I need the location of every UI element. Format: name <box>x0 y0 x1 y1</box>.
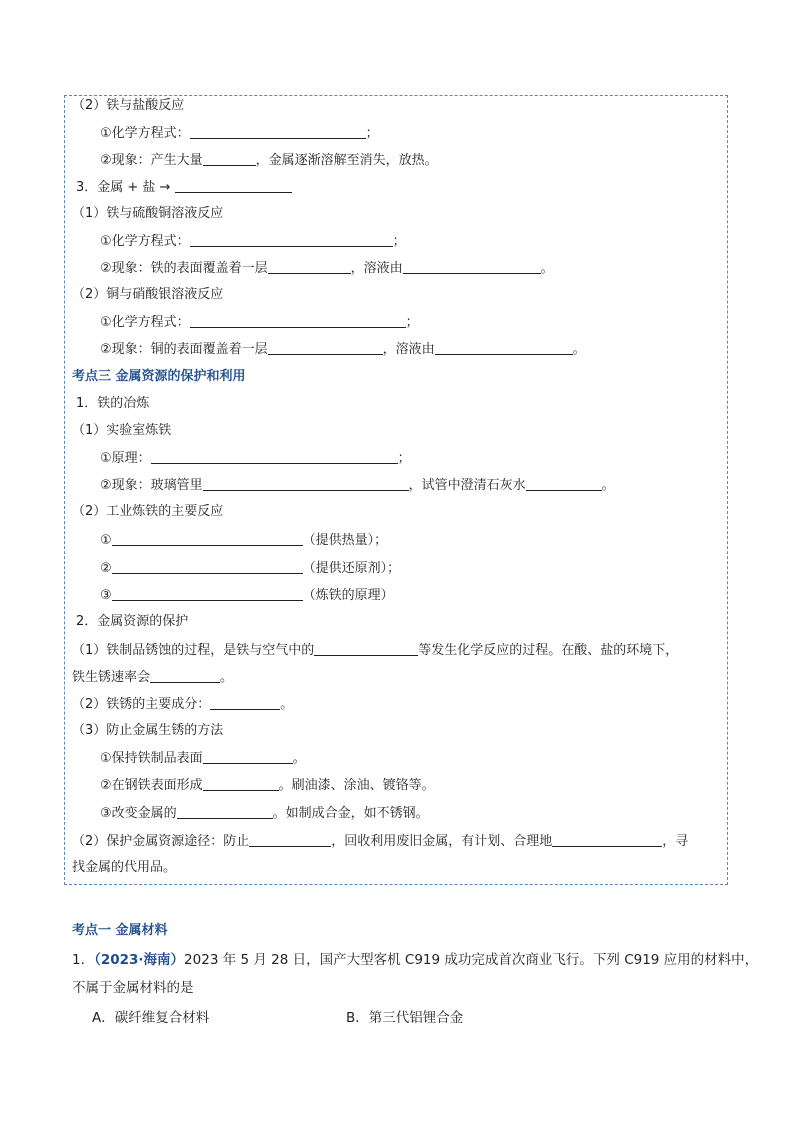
line-phenomenon-1 <box>100 151 438 170</box>
text: ，寻 <box>662 834 689 849</box>
line-reaction-3 <box>100 586 394 605</box>
section-title-3 <box>72 368 246 386</box>
blank[interactable] <box>268 340 383 355</box>
text: （2）工业炼铁的主要反应 <box>72 504 224 519</box>
text: 1．铁的冶炼 <box>76 396 150 411</box>
line-iron-cuso4 <box>72 205 223 223</box>
line-prevention <box>72 722 223 740</box>
line-resource-protection <box>72 832 688 851</box>
section-title-1 <box>72 922 168 940</box>
line-method-2 <box>100 776 435 795</box>
text: 考点三 金属资源的保护和利用 <box>72 369 246 384</box>
text: ③ <box>100 588 112 603</box>
text: ； <box>405 315 419 330</box>
text: （提供还原剂）； <box>302 561 401 576</box>
line-reaction-2 <box>100 559 400 578</box>
question-text: 2023 年 5 月 28 日，国产大型客机 C919 成功完成首次商业飞行。下列 C919 应用的材料中， <box>184 952 759 968</box>
line-method-3 <box>100 804 429 823</box>
text: ； <box>397 451 411 466</box>
blank[interactable] <box>190 124 366 139</box>
text: ①化学方程式： <box>100 315 190 330</box>
line-protection <box>76 613 188 631</box>
blank[interactable] <box>249 832 331 847</box>
text: 铁生锈速率会 <box>72 670 151 685</box>
blank[interactable] <box>112 586 303 601</box>
text: ②现象：玻璃管里 <box>100 478 203 493</box>
text: ②现象：产生大量 <box>100 153 203 168</box>
blank[interactable] <box>526 476 602 491</box>
text: ； <box>365 126 379 141</box>
text: ③改变金属的 <box>100 806 177 821</box>
text: ①保持铁制品表面 <box>100 751 203 766</box>
text: （3）防止金属生锈的方法 <box>72 723 224 738</box>
option-b[interactable] <box>346 1009 463 1027</box>
question-text: 不属于金属材料的是 <box>72 980 194 996</box>
text: ，溶液由 <box>382 342 435 357</box>
line-rusting <box>72 641 678 660</box>
line-rust-rate <box>72 668 233 687</box>
text: 等发生化学反应的过程。在酸、盐的环境下， <box>418 643 679 658</box>
text: 2．金属资源的保护 <box>76 614 189 629</box>
blank[interactable] <box>268 259 351 274</box>
text: ①化学方程式： <box>100 234 190 249</box>
text: （2）铁与盐酸反应 <box>72 98 185 113</box>
blank[interactable] <box>190 313 406 328</box>
line-equation-2 <box>100 232 406 251</box>
blank[interactable] <box>175 178 292 193</box>
text: ① <box>100 533 112 548</box>
line-equation-1 <box>100 124 379 143</box>
text: ①原理： <box>100 451 151 466</box>
question-source: （2023·海南） <box>94 952 185 968</box>
blank[interactable] <box>150 668 220 683</box>
line-iron-hcl <box>72 97 184 115</box>
text: ，回收利用废旧金属，有计划、合理地 <box>331 834 553 849</box>
line-iron-smelting <box>76 395 149 413</box>
blank[interactable] <box>435 340 573 355</box>
line-phenomenon-2 <box>100 259 554 278</box>
question-line-1 <box>72 951 758 969</box>
text: 。如制成合金，如不锈钢。 <box>272 806 429 821</box>
text: 。 <box>601 478 615 493</box>
text: 。 <box>292 751 306 766</box>
text: 。 <box>572 342 586 357</box>
blank[interactable] <box>552 832 662 847</box>
line-industrial <box>72 503 223 521</box>
text: （2）铁锈的主要成分： <box>72 697 211 712</box>
text: （提供热量）； <box>302 533 388 548</box>
blank[interactable] <box>151 449 398 464</box>
option-text: A．碳纤维复合材料 <box>92 1010 210 1026</box>
blank[interactable] <box>314 641 418 656</box>
text: ②在钢铁表面形成 <box>100 778 203 793</box>
option-a[interactable] <box>92 1009 209 1027</box>
blank[interactable] <box>190 232 393 247</box>
text: ②现象：铁的表面覆盖着一层 <box>100 261 268 276</box>
question-number: 1． <box>72 952 95 968</box>
blank[interactable] <box>177 804 273 819</box>
text: ② <box>100 561 112 576</box>
blank[interactable] <box>203 776 279 791</box>
text: 。 <box>280 697 294 712</box>
text: ； <box>392 234 406 249</box>
text: ，试管中澄清石灰水 <box>408 478 526 493</box>
text: ①化学方程式： <box>100 126 190 141</box>
text: 找金属的代用品。 <box>72 860 177 875</box>
blank[interactable] <box>203 151 256 166</box>
line-method-1 <box>100 749 306 768</box>
blank[interactable] <box>112 559 303 574</box>
question-line-2 <box>72 979 194 997</box>
line-phenomenon-4 <box>100 476 615 495</box>
line-principle <box>100 449 411 468</box>
text: 。 <box>220 670 234 685</box>
line-phenomenon-3 <box>100 340 586 359</box>
text: （2）铜与硝酸银溶液反应 <box>72 287 224 302</box>
line-metal-salt <box>76 178 292 197</box>
text: 考点一 金属材料 <box>72 923 168 938</box>
text: ，金属逐渐溶解至消失，放热。 <box>255 153 438 168</box>
text: 。 <box>540 261 554 276</box>
text: 。刷油漆、涂油、镀铬等。 <box>278 778 435 793</box>
line-lab-smelting <box>72 422 171 440</box>
line-cu-agno3 <box>72 286 223 304</box>
text: ②现象：铜的表面覆盖着一层 <box>100 342 268 357</box>
text: 3．金属 + 盐 → <box>76 180 171 195</box>
text: ，溶液由 <box>350 261 403 276</box>
line-substitutes <box>72 859 176 877</box>
blank[interactable] <box>210 695 280 710</box>
line-equation-3 <box>100 313 419 332</box>
line-rust-component <box>72 695 293 714</box>
text: （1）铁与硫酸铜溶液反应 <box>72 206 224 221</box>
text: （炼铁的原理） <box>302 588 394 603</box>
text: （2）保护金属资源途径：防止 <box>72 834 250 849</box>
blank[interactable] <box>112 531 303 546</box>
blank[interactable] <box>203 749 293 764</box>
text: （1）铁制品锈蚀的过程，是铁与空气中的 <box>72 643 315 658</box>
line-reaction-1 <box>100 531 387 550</box>
blank[interactable] <box>203 476 409 491</box>
blank[interactable] <box>403 259 541 274</box>
text: （1）实验室炼铁 <box>72 423 172 438</box>
option-text: B．第三代铝锂合金 <box>346 1010 464 1026</box>
